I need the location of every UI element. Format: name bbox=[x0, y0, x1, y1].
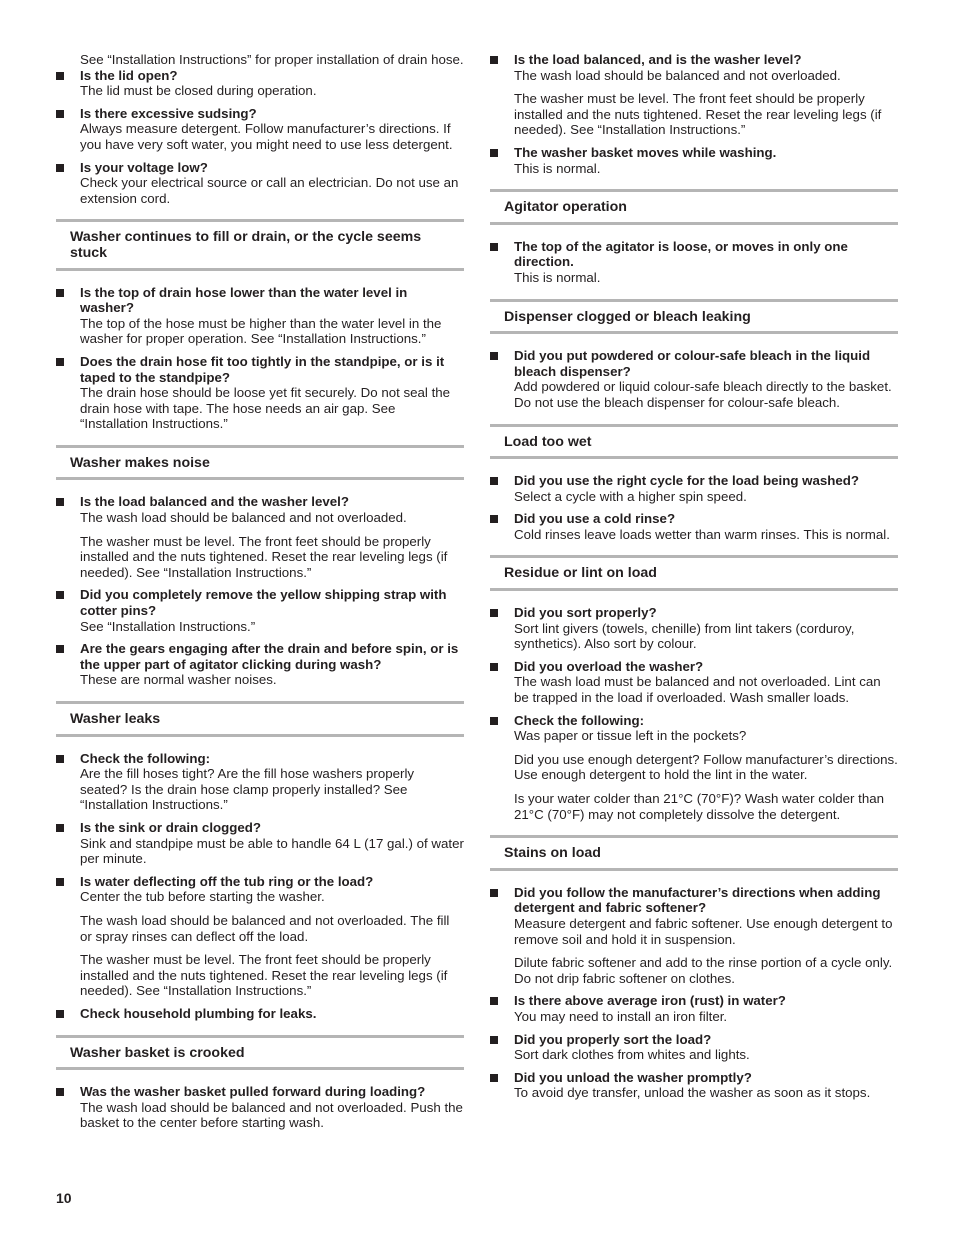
troubleshooting-item bbox=[490, 239, 898, 286]
answer: Dilute fabric softener and add to the rinse portion of a cycle only. Do not drip fabric softener on clothes. bbox=[514, 955, 893, 986]
lead-items bbox=[490, 52, 898, 176]
square-bullet-icon bbox=[490, 515, 498, 523]
question: Did you unload the washer promptly? bbox=[514, 1069, 752, 1085]
right-column bbox=[490, 52, 898, 1114]
square-bullet-icon bbox=[56, 289, 64, 297]
question: Did you follow the manufacturer’s directions when adding detergent and fabric softener? bbox=[514, 884, 881, 916]
question: Is there above average iron (rust) in water? bbox=[514, 993, 786, 1009]
question: Are the gears engaging after the drain and before spin, or is the upper part of agitator clicking during wash? bbox=[80, 641, 459, 672]
section-items bbox=[490, 473, 898, 542]
answer: Select a cycle with a higher spin speed. bbox=[514, 488, 747, 504]
section-title: Dispenser clogged or bleach leaking bbox=[490, 299, 898, 335]
answer: The wash load should be balanced and not overloaded. The fill or spray rinses can deflect off the load. bbox=[80, 912, 450, 944]
square-bullet-icon bbox=[490, 889, 498, 897]
section-title: Washer continues to fill or drain, or the cycle seems stuck bbox=[56, 219, 464, 270]
answer: The lid must be closed during operation. bbox=[80, 83, 317, 99]
section-title: Residue or lint on load bbox=[490, 555, 898, 591]
answer: The wash load should be balanced and not overloaded. Push the basket to the center before starting wash. bbox=[80, 1099, 463, 1131]
answer: Center the tub before starting the washer. bbox=[80, 889, 325, 905]
square-bullet-icon bbox=[56, 1088, 64, 1096]
question: Did you put powdered or colour-safe bleach in the liquid bleach dispenser? bbox=[514, 348, 871, 379]
answer: This is normal. bbox=[514, 160, 601, 176]
section-items bbox=[490, 885, 898, 1101]
section-items bbox=[56, 285, 464, 432]
answer: The wash load should be balanced and not overloaded. bbox=[514, 67, 841, 83]
square-bullet-icon bbox=[490, 717, 498, 725]
answer: Is your water colder than 21°C (70°F)? Wash water colder than 21°C (70°F) may not completely dissolve the detergent. bbox=[514, 791, 885, 822]
square-bullet-icon bbox=[490, 243, 498, 251]
left-sections bbox=[56, 219, 464, 1144]
troubleshooting-item bbox=[490, 659, 898, 706]
square-bullet-icon bbox=[56, 110, 64, 118]
answer: The wash load must be balanced and not overloaded. Lint can be trapped in the load if overloaded. Wash smaller loads. bbox=[514, 674, 881, 706]
question: Is there excessive sudsing? bbox=[80, 105, 257, 121]
answer: Sort dark clothes from whites and lights. bbox=[514, 1047, 750, 1063]
square-bullet-icon bbox=[56, 645, 64, 653]
question: Does the drain hose fit too tightly in the standpipe, or is it taped to the standpipe? bbox=[80, 353, 445, 385]
troubleshooting-item bbox=[490, 511, 898, 542]
section-items bbox=[490, 239, 898, 286]
troubleshooting-item bbox=[56, 68, 464, 99]
troubleshooting-item bbox=[490, 348, 898, 410]
troubleshooting-item bbox=[490, 1070, 898, 1101]
question: Is the top of drain hose lower than the water level in washer? bbox=[80, 284, 408, 316]
answer: Cold rinses leave loads wetter than warm rinses. This is normal. bbox=[514, 526, 890, 542]
question: Is the sink or drain clogged? bbox=[80, 819, 262, 835]
square-bullet-icon bbox=[56, 591, 64, 599]
troubleshooting-item bbox=[56, 641, 464, 688]
question: Check the following: bbox=[80, 750, 211, 766]
answer: The drain hose should be loose yet fit securely. Do not seal the drain hose with tape. The hose needs an air gap. See “Installation Instructions.” bbox=[80, 385, 451, 432]
square-bullet-icon bbox=[56, 164, 64, 172]
section-items bbox=[56, 494, 464, 688]
answer: Measure detergent and fabric softener. Use enough detergent to remove soil and hold it in suspension. bbox=[514, 915, 893, 947]
square-bullet-icon bbox=[56, 358, 64, 366]
answer: Add powdered or liquid colour-safe bleach directly to the basket. Do not use the bleach dispenser for colour-safe bleach. bbox=[514, 379, 892, 410]
answer: Was paper or tissue left in the pockets? bbox=[514, 728, 747, 744]
troubleshooting-item bbox=[56, 1006, 464, 1022]
troubleshooting-item bbox=[56, 494, 464, 580]
section-title: Washer basket is crooked bbox=[56, 1035, 464, 1071]
question: Did you sort properly? bbox=[514, 605, 657, 621]
square-bullet-icon bbox=[56, 498, 64, 506]
troubleshooting-item bbox=[56, 285, 464, 347]
question: Is the load balanced and the washer level? bbox=[80, 494, 349, 510]
troubleshooting-item bbox=[490, 605, 898, 652]
square-bullet-icon bbox=[490, 56, 498, 64]
section bbox=[56, 701, 464, 1035]
troubleshooting-item bbox=[490, 145, 898, 176]
question: Did you use a cold rinse? bbox=[514, 511, 676, 527]
section bbox=[490, 299, 898, 424]
answer: This is normal. bbox=[514, 269, 601, 285]
answer: The wash load should be balanced and not overloaded. bbox=[80, 510, 407, 526]
troubleshooting-item bbox=[490, 713, 898, 823]
answer: Sort lint givers (towels, chenille) from lint takers (corduroy, synthetics). Also sort by colour. bbox=[514, 620, 855, 652]
section-items bbox=[490, 348, 898, 410]
section bbox=[490, 555, 898, 835]
square-bullet-icon bbox=[56, 1010, 64, 1018]
answer: You may need to install an iron filter. bbox=[514, 1008, 728, 1024]
answer: Always measure detergent. Follow manufacturer’s directions. If you have very soft water, you might need to use less detergent. bbox=[80, 121, 453, 152]
troubleshooting-item bbox=[56, 1084, 464, 1131]
question: Did you properly sort the load? bbox=[514, 1031, 712, 1047]
section bbox=[56, 219, 464, 445]
troubleshooting-item bbox=[490, 473, 898, 504]
left-column bbox=[56, 52, 464, 1144]
square-bullet-icon bbox=[56, 755, 64, 763]
answer: Check your electrical source or call an electrician. Do not use an extension cord. bbox=[80, 175, 459, 206]
question: Is the load balanced, and is the washer level? bbox=[514, 52, 802, 67]
section bbox=[490, 189, 898, 298]
square-bullet-icon bbox=[490, 997, 498, 1005]
section-title: Load too wet bbox=[490, 424, 898, 460]
question: Did you overload the washer? bbox=[514, 658, 704, 674]
section bbox=[56, 445, 464, 701]
question: Is your voltage low? bbox=[80, 159, 208, 175]
square-bullet-icon bbox=[490, 477, 498, 485]
troubleshooting-item bbox=[56, 106, 464, 153]
answer: The washer must be level. The front feet should be properly installed and the nuts tightened. Reset the rear leveling legs (if needed). See “Installation Instructions.” bbox=[80, 533, 448, 580]
troubleshooting-item bbox=[56, 354, 464, 432]
square-bullet-icon bbox=[490, 1074, 498, 1082]
troubleshooting-item bbox=[56, 874, 464, 999]
question: The top of the agitator is loose, or moves in only one direction. bbox=[514, 238, 848, 270]
section bbox=[490, 835, 898, 1114]
square-bullet-icon bbox=[56, 72, 64, 80]
question: Did you use the right cycle for the load being washed? bbox=[514, 473, 860, 489]
question: Was the washer basket pulled forward during loading? bbox=[80, 1084, 426, 1100]
section-title: Washer makes noise bbox=[56, 445, 464, 481]
right-sections bbox=[490, 189, 898, 1114]
troubleshooting-item bbox=[490, 885, 898, 987]
section-items bbox=[56, 751, 464, 1022]
question: Is water deflecting off the tub ring or the load? bbox=[80, 873, 374, 889]
section-items bbox=[56, 1084, 464, 1131]
square-bullet-icon bbox=[490, 149, 498, 157]
troubleshooting-item bbox=[490, 52, 898, 138]
question: The washer basket moves while washing. bbox=[514, 144, 777, 160]
lead-paragraph: See “Installation Instructions” for proper installation of drain hose. bbox=[80, 52, 464, 67]
section-title: Stains on load bbox=[490, 835, 898, 871]
question: Check household plumbing for leaks. bbox=[80, 1005, 317, 1021]
troubleshooting-item bbox=[490, 1032, 898, 1063]
square-bullet-icon bbox=[56, 878, 64, 886]
square-bullet-icon bbox=[490, 663, 498, 671]
troubleshooting-item bbox=[56, 160, 464, 207]
question: Check the following: bbox=[514, 712, 645, 728]
square-bullet-icon bbox=[490, 609, 498, 617]
answer: To avoid dye transfer, unload the washer as soon as it stops. bbox=[514, 1085, 871, 1101]
section-title: Washer leaks bbox=[56, 701, 464, 737]
section-items bbox=[490, 605, 898, 822]
square-bullet-icon bbox=[490, 352, 498, 360]
square-bullet-icon bbox=[490, 1036, 498, 1044]
lead-items bbox=[56, 68, 464, 207]
section bbox=[56, 1035, 464, 1144]
answer: Sink and standpipe must be able to handle 64 L (17 gal.) of water per minute. bbox=[80, 835, 464, 867]
troubleshooting-item bbox=[56, 751, 464, 813]
answer: These are normal washer noises. bbox=[80, 672, 277, 688]
answer: The washer must be level. The front feet should be properly installed and the nuts tightened. Reset the rear leveling legs (if needed). See “Installation Instructions.” bbox=[80, 952, 448, 999]
question: Did you completely remove the yellow shipping strap with cotter pins? bbox=[80, 587, 447, 619]
section-title: Agitator operation bbox=[490, 189, 898, 225]
answer: Did you use enough detergent? Follow manufacturer’s directions. Use enough detergent to hold the lint in the water. bbox=[514, 751, 898, 783]
answer: See “Installation Instructions.” bbox=[80, 618, 256, 634]
answer: The washer must be level. The front feet should be properly installed and the nuts tightened. Reset the rear leveling legs (if needed). See “Installation Instructions.” bbox=[514, 91, 882, 138]
page-number: 10 bbox=[56, 1190, 72, 1206]
troubleshooting-item bbox=[490, 993, 898, 1024]
answer: Are the fill hoses tight? Are the fill hose washers properly seated? Is the drain hose clamp properly installed? See “Installation Instructions.” bbox=[80, 766, 415, 813]
troubleshooting-item bbox=[56, 820, 464, 867]
troubleshooting-item bbox=[56, 587, 464, 634]
section bbox=[490, 424, 898, 556]
answer: The top of the hose must be higher than the water level in the washer for proper operation. See “Installation Instructions.” bbox=[80, 315, 442, 347]
square-bullet-icon bbox=[56, 824, 64, 832]
question: Is the lid open? bbox=[80, 67, 178, 83]
